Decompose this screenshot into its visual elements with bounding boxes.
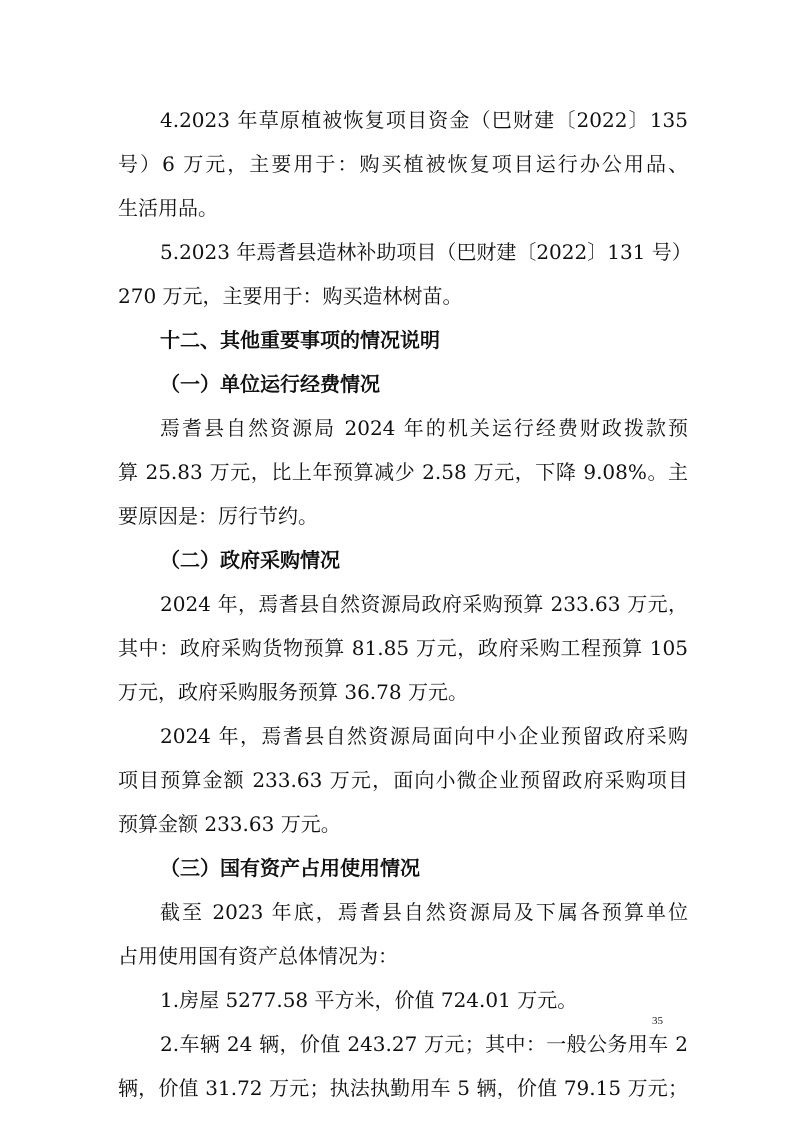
paragraph-3-line-2: 算 25.83 万元，比上年预算减少 2.58 万元，下降 9.08%。主 <box>118 460 688 484</box>
paragraph-6-line-1: 截至 2023 年底，焉耆县自然资源局及下属各预算单位 <box>160 900 688 924</box>
page-number: 35 <box>652 1015 663 1027</box>
section-heading-12: 十二、其他重要事项的情况说明 <box>160 328 440 352</box>
paragraph-8-line-2: 辆，价值 31.72 万元；执法执勤用车 5 辆，价值 79.15 万元； <box>118 1076 688 1100</box>
paragraph-3-line-1: 焉耆县自然资源局 2024 年的机关运行经费财政拨款预 <box>160 416 688 440</box>
paragraph-6-line-2: 占用使用国有资产总体情况为： <box>118 944 398 968</box>
paragraph-2-line-1: 5.2023 年焉耆县造林补助项目（巴财建〔2022〕131 号） <box>160 240 692 264</box>
subheading-operating-funds: （一）单位运行经费情况 <box>160 372 380 396</box>
paragraph-2-line-2: 270 万元，主要用于：购买造林树苗。 <box>118 284 463 308</box>
paragraph-1-line-3: 生活用品。 <box>118 196 218 220</box>
subheading-state-assets: （三）国有资产占用使用情况 <box>160 856 420 880</box>
paragraph-7-line-1: 1.房屋 5277.58 平方米，价值 724.01 万元。 <box>160 988 578 1012</box>
paragraph-4-line-3: 万元，政府采购服务预算 36.78 万元。 <box>118 680 468 704</box>
paragraph-4-line-1: 2024 年，焉耆县自然资源局政府采购预算 233.63 万元， <box>160 592 688 616</box>
paragraph-8-line-1: 2.车辆 24 辆，价值 243.27 万元；其中：一般公务用车 2 <box>160 1032 688 1056</box>
paragraph-5-line-3: 预算金额 233.63 万元。 <box>118 812 341 836</box>
subheading-procurement: （二）政府采购情况 <box>160 548 340 572</box>
paragraph-5-line-2: 项目预算金额 233.63 万元，面向小微企业预留政府采购项目 <box>118 768 688 792</box>
paragraph-3-line-3: 要原因是：厉行节约。 <box>118 504 318 528</box>
paragraph-1-line-1: 4.2023 年草原植被恢复项目资金（巴财建〔2022〕135 <box>160 108 688 132</box>
paragraph-4-line-2: 其中：政府采购货物预算 81.85 万元，政府采购工程预算 105 <box>118 636 688 660</box>
paragraph-1-line-2: 号）6 万元，主要用于：购买植被恢复项目运行办公用品、 <box>118 152 688 176</box>
paragraph-5-line-1: 2024 年，焉耆县自然资源局面向中小企业预留政府采购 <box>160 724 688 748</box>
